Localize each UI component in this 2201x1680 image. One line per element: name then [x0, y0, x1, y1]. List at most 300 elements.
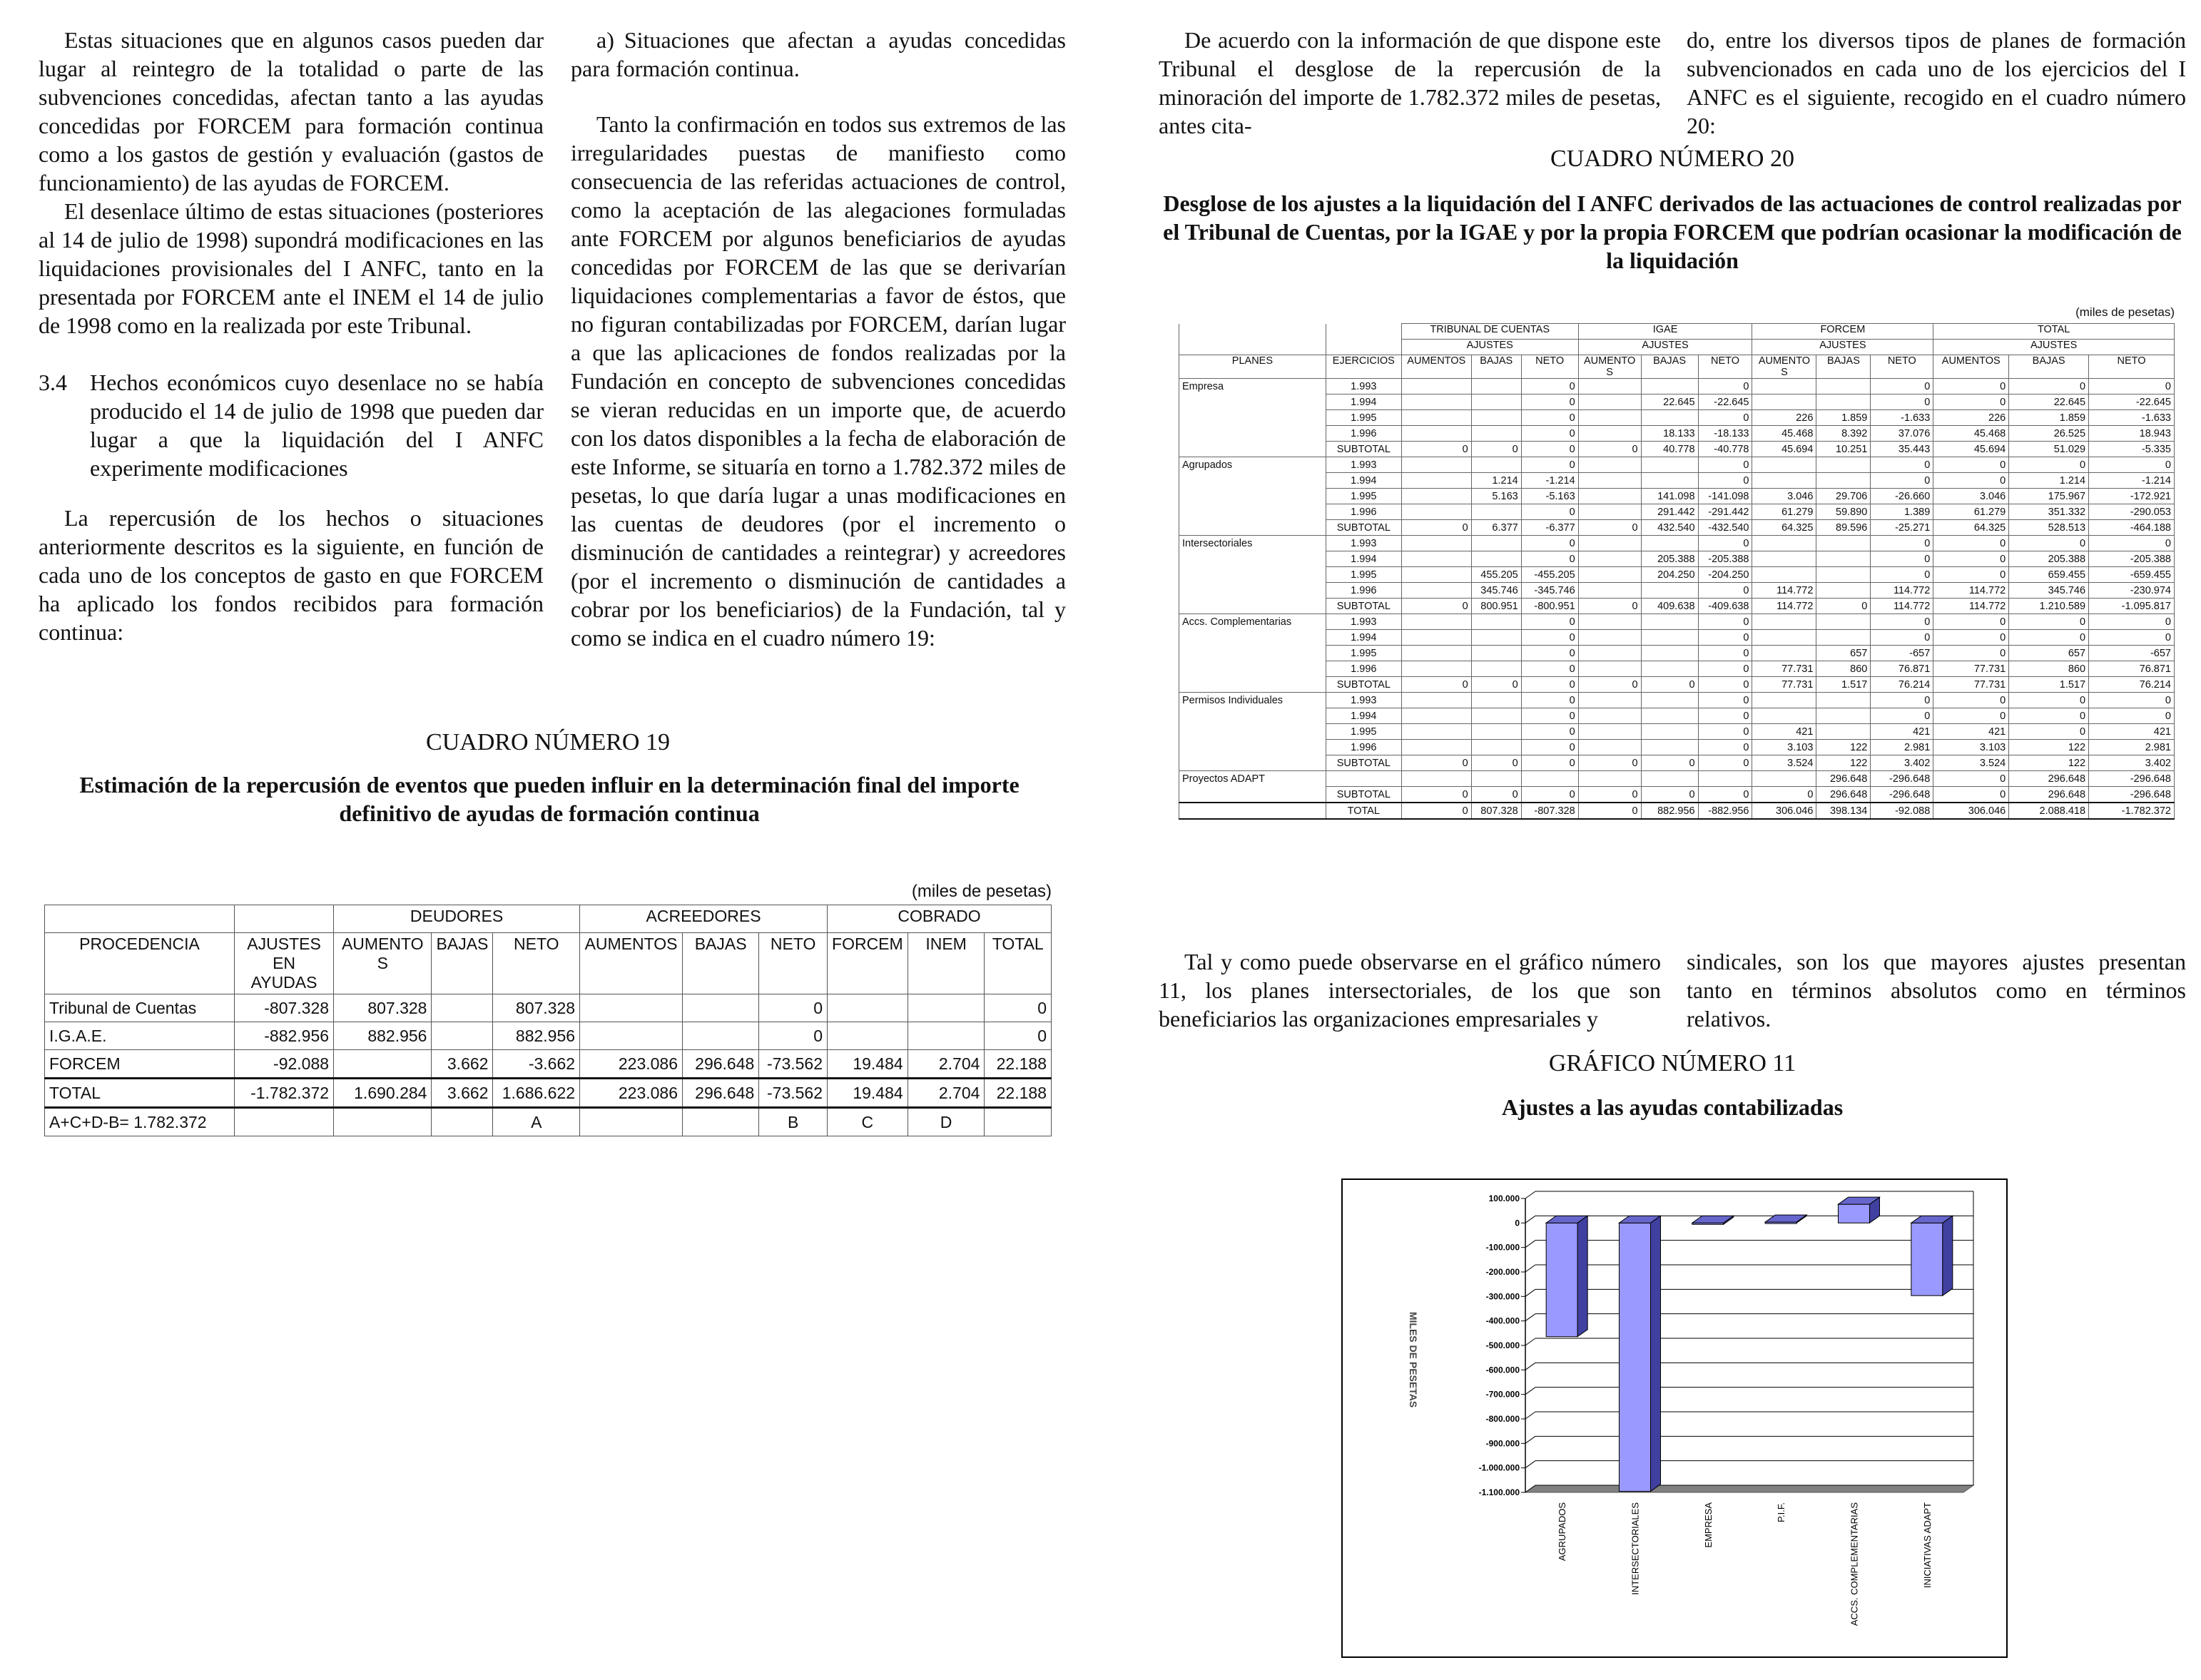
- table-row: [1179, 787, 2175, 803]
- bar-front: [1839, 1204, 1870, 1223]
- table-cell: 1.995: [1326, 410, 1401, 426]
- table-cell: 0: [1521, 755, 1578, 771]
- table-cell: 0: [1871, 536, 1933, 551]
- table-cell: Accs. Complementarias: [1179, 614, 1326, 630]
- table-cell: 1.517: [2009, 677, 2089, 693]
- table-cell: 205.388: [1641, 551, 1698, 567]
- table-row: [1179, 489, 2175, 504]
- table-cell: 0: [2089, 379, 2175, 394]
- table-cell: [1401, 379, 1471, 394]
- table-cell: [1179, 740, 1326, 755]
- table-cell: [580, 1022, 683, 1050]
- x-tick-label: EMPRESA: [1702, 1502, 1714, 1548]
- table-cell: -205.388: [1698, 551, 1752, 567]
- table-cell: 64.325: [1752, 520, 1816, 536]
- table-cell: Empresa: [1179, 379, 1326, 394]
- table-cell: 2.704: [908, 1079, 985, 1108]
- table-cell: 0: [1471, 442, 1521, 457]
- table-cell: D: [908, 1108, 985, 1136]
- table-row: [1179, 599, 2175, 614]
- table-cell: 0: [1521, 410, 1578, 426]
- table-cell: 0: [1521, 708, 1578, 724]
- table-cell: [683, 994, 759, 1022]
- table-cell: 0: [1933, 473, 2009, 489]
- table-cell: 59.890: [1816, 504, 1871, 520]
- table-row: [1179, 536, 2175, 551]
- table-cell: 800.951: [1471, 599, 1521, 614]
- bar-side: [1651, 1216, 1661, 1491]
- column-header: BAJAS: [1471, 355, 1521, 379]
- table-cell: 345.746: [1471, 583, 1521, 599]
- table-row: [1179, 410, 2175, 426]
- table-cell: 8.392: [1816, 426, 1871, 442]
- table-cell: 0: [1933, 567, 2009, 583]
- paragraph: El desenlace último de estas situaciones (posteriores al 14 de julio de 1998) supondrá modificaciones en las liquidaciones provisionales del I ANFC, tanto en la presentada por FORCEM ante el INEM el 14 de julio de 1998 como en la realizada por este Tribunal.: [39, 198, 544, 338]
- table-cell: [432, 1108, 493, 1136]
- table-cell: [1816, 724, 1871, 740]
- table-cell: 223.086: [580, 1079, 683, 1108]
- column-header: NETO: [1521, 355, 1578, 379]
- table-row: [1179, 708, 2175, 724]
- table-cell: [1179, 551, 1326, 567]
- table-cell: 77.731: [1933, 677, 2009, 693]
- table-cell: 0: [1698, 379, 1752, 394]
- table-cell: [1752, 630, 1816, 646]
- table-cell: [1401, 724, 1471, 740]
- table-cell: 0: [1578, 787, 1641, 803]
- table-cell: -807.328: [1521, 803, 1578, 819]
- table-cell: 122: [1816, 755, 1871, 771]
- table-cell: [1816, 379, 1871, 394]
- table-cell: [1521, 771, 1578, 787]
- table-cell: 296.648: [2009, 771, 2089, 787]
- ajustes-header: AJUSTES: [1578, 340, 1752, 355]
- ajustes-header: AJUSTES: [1752, 340, 1933, 355]
- cuadro20-header-row: [1179, 355, 2175, 379]
- table-cell: 306.046: [1933, 803, 2009, 819]
- section-number: 3.4: [39, 370, 67, 395]
- column-header: BAJAS: [432, 933, 493, 994]
- table-cell: [235, 1108, 334, 1136]
- table-cell: [1401, 473, 1471, 489]
- table-cell: 296.648: [1816, 787, 1871, 803]
- table-cell: 0: [759, 1022, 828, 1050]
- table-cell: 0: [2089, 708, 2175, 724]
- table-cell: 226: [1933, 410, 2009, 426]
- cuadro20-unit: (miles de pesetas): [2075, 305, 2175, 319]
- table-cell: 882.956: [334, 1022, 432, 1050]
- table-cell: 0: [1578, 442, 1641, 457]
- table-cell: 421: [1871, 724, 1933, 740]
- left-column-2: [571, 26, 1066, 652]
- table-cell: 0: [1521, 442, 1578, 457]
- x-tick-label: INTERSECTORIALES: [1630, 1502, 1641, 1595]
- table-cell: 345.746: [2009, 583, 2089, 599]
- table-cell: 1.994: [1326, 473, 1401, 489]
- table-cell: 0: [1521, 724, 1578, 740]
- column-header: PLANES: [1179, 355, 1326, 379]
- x-tick-label: P.I.F.: [1776, 1502, 1787, 1522]
- grafico11-title: GRÁFICO NÚMERO 11: [1548, 1050, 1796, 1076]
- table-cell: [1179, 426, 1326, 442]
- table-cell: 432.540: [1641, 520, 1698, 536]
- table-cell: 1.994: [1326, 630, 1401, 646]
- group-header: TOTAL: [1933, 324, 2175, 340]
- table-cell: 0: [1933, 646, 2009, 661]
- table-cell: [1326, 324, 1401, 340]
- table-cell: -296.648: [2089, 771, 2175, 787]
- table-cell: [1816, 583, 1871, 599]
- table-cell: [1179, 340, 1326, 355]
- y-tick-label: -400.000: [1485, 1315, 1520, 1326]
- column-header: AUMENTO S: [334, 933, 432, 994]
- table-cell: [1752, 551, 1816, 567]
- table-cell: 19.484: [828, 1050, 908, 1079]
- table-cell: 1.993: [1326, 379, 1401, 394]
- column-header: BAJAS: [1641, 355, 1698, 379]
- table-cell: [580, 1108, 683, 1136]
- table-cell: 29.706: [1816, 489, 1871, 504]
- table-cell: -22.645: [1698, 394, 1752, 410]
- table-cell: [1471, 693, 1521, 708]
- table-cell: 0: [1698, 536, 1752, 551]
- table-cell: 0: [1698, 677, 1752, 693]
- table-cell: 45.694: [1752, 442, 1816, 457]
- table-cell: 0: [1871, 551, 1933, 567]
- table-cell: 0: [2009, 536, 2089, 551]
- table-cell: [1401, 771, 1471, 787]
- chart-frame: [1342, 1179, 2007, 1657]
- table-cell: 76.871: [1871, 661, 1933, 677]
- table-cell: 0: [1641, 787, 1698, 803]
- table-cell: 0: [1698, 457, 1752, 473]
- table-cell: 0: [1871, 614, 1933, 630]
- table-cell: [1179, 442, 1326, 457]
- table-cell: 0: [1521, 614, 1578, 630]
- table-cell: [432, 1022, 493, 1050]
- table-cell: -73.562: [759, 1079, 828, 1108]
- table-cell: 0: [1933, 394, 2009, 410]
- table-cell: 6.377: [1471, 520, 1521, 536]
- table-cell: 0: [1401, 755, 1471, 771]
- table-row: [1179, 567, 2175, 583]
- table-cell: [1401, 457, 1471, 473]
- table-cell: 89.596: [1816, 520, 1871, 536]
- table-cell: [1816, 457, 1871, 473]
- table-cell: 0: [1698, 708, 1752, 724]
- table-cell: [1179, 473, 1326, 489]
- table-cell: 0: [1933, 771, 2009, 787]
- table-cell: 45.468: [1752, 426, 1816, 442]
- table-row: [1179, 677, 2175, 693]
- column-header: EJERCICIOS: [1326, 355, 1401, 379]
- table-cell: [1752, 693, 1816, 708]
- table-cell: 0: [1578, 755, 1641, 771]
- table-cell: [1471, 410, 1521, 426]
- table-cell: 122: [2009, 740, 2089, 755]
- table-cell: 1.995: [1326, 646, 1401, 661]
- table-cell: [1752, 379, 1816, 394]
- table-cell: 1.994: [1326, 394, 1401, 410]
- table-cell: [1179, 803, 1326, 819]
- table-cell: [1471, 426, 1521, 442]
- table-cell: 64.325: [1933, 520, 2009, 536]
- table-cell: [1816, 708, 1871, 724]
- table-cell: [1471, 646, 1521, 661]
- table-cell: 3.524: [1752, 755, 1816, 771]
- table-cell: 76.871: [2089, 661, 2175, 677]
- table-cell: [1471, 379, 1521, 394]
- table-cell: [1578, 740, 1641, 755]
- table-cell: [1641, 614, 1698, 630]
- table-cell: 1.995: [1326, 567, 1401, 583]
- table-cell: 0: [1871, 708, 1933, 724]
- table-cell: 296.648: [683, 1079, 759, 1108]
- table-cell: 0: [2089, 536, 2175, 551]
- table-cell: [1641, 473, 1698, 489]
- table-cell: -5.335: [2089, 442, 2175, 457]
- table-cell: -205.388: [2089, 551, 2175, 567]
- table-cell: TOTAL: [1326, 803, 1401, 819]
- table-cell: 0: [1816, 599, 1871, 614]
- table-cell: 0: [1698, 614, 1752, 630]
- table-cell: [1641, 457, 1698, 473]
- table-cell: 1.993: [1326, 457, 1401, 473]
- table-cell: [1641, 630, 1698, 646]
- table-cell: 18.133: [1641, 426, 1698, 442]
- table-cell: [1641, 646, 1698, 661]
- table-cell: 0: [985, 994, 1052, 1022]
- table-cell: -40.778: [1698, 442, 1752, 457]
- table-cell: 35.443: [1871, 442, 1933, 457]
- table-cell: 0: [1401, 803, 1471, 819]
- table-cell: 657: [2009, 646, 2089, 661]
- table-cell: -657: [1871, 646, 1933, 661]
- table-cell: 1.994: [1326, 551, 1401, 567]
- table-cell: [1641, 724, 1698, 740]
- table-cell: 421: [1933, 724, 2009, 740]
- table-cell: [1816, 567, 1871, 583]
- table-cell: [1641, 771, 1698, 787]
- table-cell: [1578, 473, 1641, 489]
- bar-chart: [1341, 1178, 2008, 1658]
- table-cell: 306.046: [1752, 803, 1816, 819]
- table-cell: [908, 994, 985, 1022]
- table-cell: 398.134: [1816, 803, 1871, 819]
- cuadro19-unit: (miles de pesetas): [911, 882, 1052, 901]
- bar-intersectoriales: [1620, 1216, 1661, 1491]
- table-cell: [985, 1108, 1052, 1136]
- table-cell: 40.778: [1641, 442, 1698, 457]
- table-cell: -1.782.372: [235, 1079, 334, 1108]
- table-cell: [1401, 394, 1471, 410]
- table-cell: [1641, 661, 1698, 677]
- x-tick-label: INICIATIVAS ADAPT: [1921, 1502, 1933, 1589]
- table-cell: [1578, 394, 1641, 410]
- table-row: [1179, 394, 2175, 410]
- table-cell: 205.388: [2009, 551, 2089, 567]
- table-cell: [1401, 489, 1471, 504]
- table-cell: 1.859: [2009, 410, 2089, 426]
- table-cell: 659.455: [2009, 567, 2089, 583]
- table-cell: [1471, 724, 1521, 740]
- group-header: ACREEDORES: [580, 905, 828, 933]
- cuadro19-title: CUADRO NÚMERO 19: [426, 729, 670, 755]
- table-cell: 77.731: [1752, 677, 1816, 693]
- table-cell: Agrupados: [1179, 457, 1326, 473]
- table-cell: 26.525: [2009, 426, 2089, 442]
- group-header: TRIBUNAL DE CUENTAS: [1401, 324, 1578, 340]
- table-cell: 0: [1752, 787, 1816, 803]
- table-cell: [1471, 771, 1521, 787]
- table-row: [45, 1022, 1052, 1050]
- table-cell: [1471, 740, 1521, 755]
- table-cell: 0: [1871, 379, 1933, 394]
- table-cell: [1179, 410, 1326, 426]
- table-cell: [1471, 551, 1521, 567]
- table-cell: 0: [1641, 677, 1698, 693]
- table-cell: 0: [1933, 630, 2009, 646]
- table-cell: -409.638: [1698, 599, 1752, 614]
- column-header: AJUSTES EN AYUDAS: [235, 933, 334, 994]
- column-header: FORCEM: [828, 933, 908, 994]
- table-cell: 3.524: [1933, 755, 2009, 771]
- table-cell: 3.402: [1871, 755, 1933, 771]
- table-cell: [1578, 567, 1641, 583]
- table-cell: [1578, 771, 1641, 787]
- table-cell: 0: [985, 1022, 1052, 1050]
- left-column-1: [39, 26, 544, 646]
- table-cell: 1.996: [1326, 661, 1401, 677]
- table-cell: 0: [2009, 693, 2089, 708]
- table-cell: [828, 994, 908, 1022]
- table-cell: Intersectoriales: [1179, 536, 1326, 551]
- table-cell: 0: [1521, 646, 1578, 661]
- table-cell: [334, 1108, 432, 1136]
- table-cell: 0: [2009, 457, 2089, 473]
- paragraph: La repercusión de los hechos o situaciones anteriormente descritos es la siguiente, en función de cada uno de los conceptos de gasto en que FORCEM ha aplicado los fondos recibidos para formación continua:: [39, 505, 544, 645]
- table-cell: -204.250: [1698, 567, 1752, 583]
- table-row: [1179, 426, 2175, 442]
- table-cell: -291.442: [1698, 504, 1752, 520]
- table-cell: 122: [1816, 740, 1871, 755]
- table-cell: 421: [1752, 724, 1816, 740]
- table-cell: [1578, 426, 1641, 442]
- table-cell: SUBTOTAL: [1326, 442, 1401, 457]
- table-row: [1179, 379, 2175, 394]
- table-cell: A: [493, 1108, 580, 1136]
- table-cell: [580, 994, 683, 1022]
- table-cell: 0: [1698, 583, 1752, 599]
- column-header: AUMENTOS: [1401, 355, 1471, 379]
- table-cell: 19.484: [828, 1079, 908, 1108]
- group-header: IGAE: [1578, 324, 1752, 340]
- table-row: [1179, 551, 2175, 567]
- table-cell: 0: [1521, 379, 1578, 394]
- table-cell: 0: [1521, 630, 1578, 646]
- table-cell: [1179, 567, 1326, 583]
- cuadro19-subtitle: Estimación de la repercusión de eventos que pueden influir en la determinación final del importe definitivo de ayudas de formación continua: [79, 772, 1020, 826]
- table-cell: 51.029: [2009, 442, 2089, 457]
- table-cell: -26.660: [1871, 489, 1933, 504]
- table-cell: -92.088: [1871, 803, 1933, 819]
- table-row: [1179, 630, 2175, 646]
- table-cell: 0: [1698, 693, 1752, 708]
- table-cell: 0: [1401, 599, 1471, 614]
- table-cell: 2.704: [908, 1050, 985, 1079]
- table-cell: [1752, 567, 1816, 583]
- table-cell: 1.996: [1326, 504, 1401, 520]
- table-cell: [1401, 740, 1471, 755]
- table-cell: [1752, 771, 1816, 787]
- table-cell: [1578, 708, 1641, 724]
- bar-side: [1577, 1216, 1587, 1336]
- ajustes-header: AJUSTES: [1933, 340, 2175, 355]
- table-cell: 1.993: [1326, 614, 1401, 630]
- y-tick-label: -800.000: [1485, 1414, 1520, 1424]
- y-tick-label: -600.000: [1485, 1365, 1520, 1375]
- table-cell: [1578, 724, 1641, 740]
- table-cell: -800.951: [1521, 599, 1578, 614]
- column-header: AUMENTO S: [1578, 355, 1641, 379]
- table-cell: [1752, 394, 1816, 410]
- table-cell: [1401, 614, 1471, 630]
- table-cell: [683, 1022, 759, 1050]
- table-cell: [1641, 379, 1698, 394]
- table-cell: [1578, 551, 1641, 567]
- table-cell: -22.645: [2089, 394, 2175, 410]
- column-header: NETO: [759, 933, 828, 994]
- table-cell: [1401, 708, 1471, 724]
- table-cell: 0: [1698, 740, 1752, 755]
- table-cell: [1326, 340, 1401, 355]
- table-cell: [1641, 740, 1698, 755]
- subsection-title: Situaciones que afectan a ayudas concedidas para formación continua.: [571, 27, 1066, 81]
- cuadro20-title: CUADRO NÚMERO 20: [1550, 146, 1794, 172]
- table-cell: 0: [2009, 630, 2089, 646]
- table-cell: 0: [1698, 724, 1752, 740]
- table-cell: SUBTOTAL: [1326, 599, 1401, 614]
- table-cell: 141.098: [1641, 489, 1698, 504]
- table-cell: 0: [1933, 693, 2009, 708]
- y-tick-label: -700.000: [1485, 1389, 1520, 1400]
- table-cell: -92.088: [235, 1050, 334, 1079]
- table-cell: 61.279: [1933, 504, 2009, 520]
- column-header: NETO: [1871, 355, 1933, 379]
- table-cell: [1471, 536, 1521, 551]
- table-cell: [1816, 536, 1871, 551]
- table-cell: 860: [1816, 661, 1871, 677]
- table-cell: -1.633: [1871, 410, 1933, 426]
- paragraph: do, entre los diversos tipos de planes de formación subvencionados en cada uno de los ejercicios del I ANFC es el siguiente, recogido en el cuadro número 20:: [1687, 27, 2186, 138]
- table-cell: [1641, 708, 1698, 724]
- table-cell: [1816, 473, 1871, 489]
- table-cell: 882.956: [493, 1022, 580, 1050]
- y-tick-label: -300.000: [1485, 1291, 1520, 1302]
- y-tick-label: -1.100.000: [1478, 1487, 1520, 1497]
- table-cell: 114.772: [1871, 599, 1933, 614]
- table-cell: 3.103: [1752, 740, 1816, 755]
- paragraph: De acuerdo con la información de que dispone este Tribunal el desglose de la repercusión de la minoración del importe de 1.782.372 miles de pesetas, antes cita-: [1159, 27, 1661, 138]
- table-cell: 3.402: [2089, 755, 2175, 771]
- table-row: [1179, 724, 2175, 740]
- table-cell: -296.648: [1871, 771, 1933, 787]
- table-cell: 1.996: [1326, 583, 1401, 599]
- table-cell: -6.377: [1521, 520, 1578, 536]
- table-cell: 0: [2009, 724, 2089, 740]
- table-row: [1179, 646, 2175, 661]
- x-tick-label: AGRUPADOS: [1557, 1502, 1568, 1562]
